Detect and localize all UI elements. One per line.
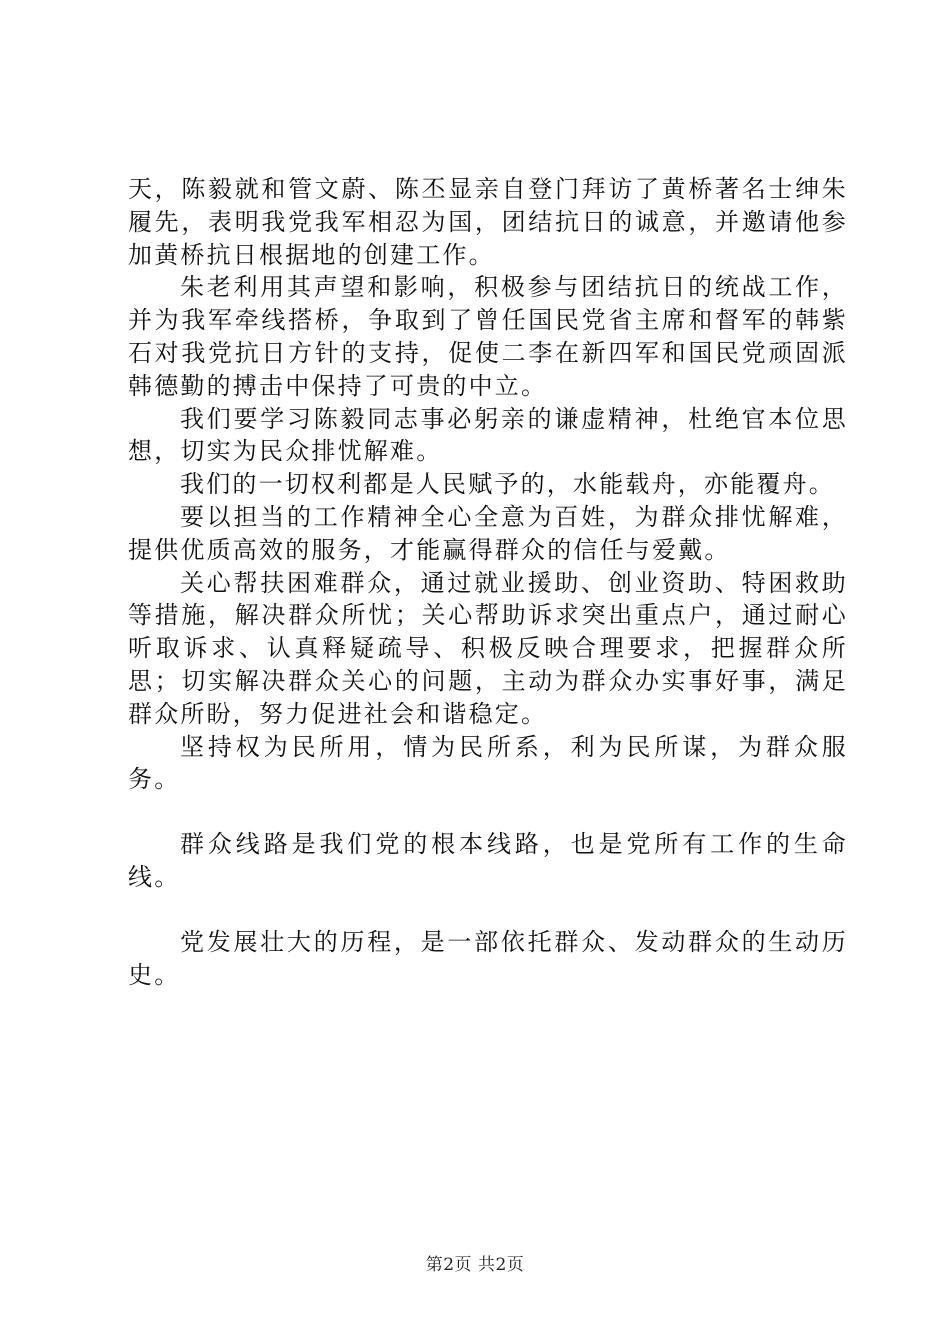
paragraph-8: 群众线路是我们党的根本线路，也是党所有工作的生命线。 [128, 830, 848, 891]
paragraph-1: 天，陈毅就和管文蔚、陈丕显亲自登门拜访了黄桥著名士绅朱履先，表明我党我军相忍为国，团结抗日的诚意，并邀请他参加黄桥抗日根据地的创建工作。 [128, 175, 848, 269]
paragraph-6: 关心帮扶困难群众，通过就业援助、创业资助、特困救助等措施，解决群众所忧；关心帮助诉求突出重点户，通过耐心听取诉求、认真释疑疏导、积极反映合理要求，把握群众所思；切实解决群众关心的问题，主动为群众办实事好事，满足群众所盼，努力促进社会和谐稳定。 [128, 568, 848, 728]
paragraph-9: 党发展壮大的历程，是一部依托群众、发动群众的生动历史。 [128, 927, 848, 989]
page-number-footer: 第2页 共2页 [425, 1255, 525, 1275]
paragraph-2: 朱老利用其声望和影响，积极参与团结抗日的统战工作，并为我军牵线搭桥，争取到了曾任国民党省主席和督军的韩紫石对我党抗日方针的支持，促使二李在新四军和国民党顽固派韩德勤的搏击中保持了可贵的中立。 [128, 273, 848, 400]
paragraph-spacer [128, 894, 848, 926]
document-body [128, 173, 848, 991]
paragraph-5: 要以担当的工作精神全心全意为百姓，为群众排忧解难，提供优质高效的服务，才能赢得群众的信任与爱戴。 [128, 502, 848, 564]
paragraph-4: 我们的一切权利都是人民赋予的，水能载舟，亦能覆舟。 [180, 470, 835, 499]
paragraph-7: 坚持权为民所用，情为民所系，利为民所谋，为群众服务。 [128, 732, 848, 794]
paragraph-spacer [128, 796, 848, 828]
paragraph-3: 我们要学习陈毅同志事必躬亲的谦虚精神，杜绝官本位思想，切实为民众排忧解难。 [128, 404, 848, 466]
